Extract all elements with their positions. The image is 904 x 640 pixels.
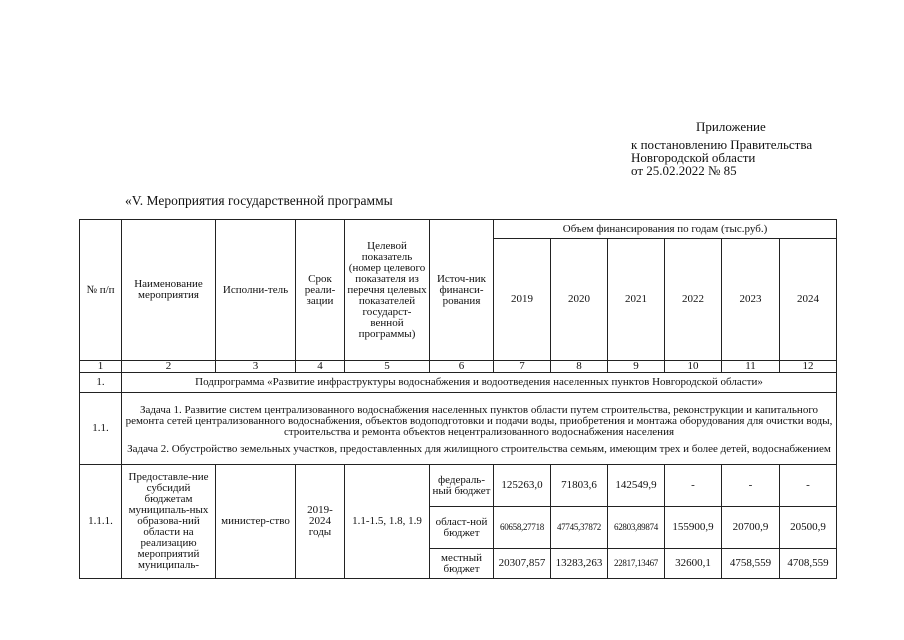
funding-value: 155900,9 — [665, 507, 722, 549]
task-1: Задача 1. Развитие систем централизованного водоснабжения населенных пунктов области путем строительства, реконструкции и капитального ремонта сетей централизованного водоснабжения, объектов водоподготовки и подачи воды, приобретения и монтажа оборудования для очистки воды, строительства и ремонта объектов нецентрализованного водоснабжения населения — [125, 403, 833, 438]
funding-value: 20307,857 — [494, 549, 551, 579]
header-year: 2021 — [608, 239, 665, 361]
header-year: 2022 — [665, 239, 722, 361]
column-number: 4 — [296, 361, 345, 373]
column-number: 10 — [665, 361, 722, 373]
header-year: 2024 — [780, 239, 837, 361]
activity-row-federal — [80, 465, 837, 507]
funding-value: 13283,263 — [551, 549, 608, 579]
header-term: Срок реали-зации — [296, 220, 345, 361]
header-year: 2023 — [722, 239, 780, 361]
activity-term: 2019-2024 годы — [296, 465, 345, 579]
funding-value: 20700,9 — [722, 507, 780, 549]
header-row — [80, 220, 837, 239]
funding-value: - — [722, 465, 780, 507]
subprogram-row — [80, 373, 837, 393]
tasks-row — [80, 393, 837, 465]
funding-value: 20500,9 — [780, 507, 837, 549]
column-numbers-row — [80, 361, 837, 373]
column-number: 12 — [780, 361, 837, 373]
appendix-line-1: к постановлению Правительства — [631, 137, 813, 152]
tasks-num: 1.1. — [80, 393, 122, 465]
appendix-title: Приложение — [696, 119, 766, 134]
column-number: 7 — [494, 361, 551, 373]
activity-executor: министер-ство — [216, 465, 296, 579]
header-year: 2020 — [551, 239, 608, 361]
funding-value: 22817,13467 — [608, 549, 665, 579]
column-number: 5 — [345, 361, 430, 373]
header-year: 2019 — [494, 239, 551, 361]
column-number: 11 — [722, 361, 780, 373]
column-number: 9 — [608, 361, 665, 373]
activities-table — [79, 219, 837, 579]
funding-value: 32600,1 — [665, 549, 722, 579]
column-number: 8 — [551, 361, 608, 373]
column-number: 2 — [122, 361, 216, 373]
funding-value: - — [665, 465, 722, 507]
funding-source: федераль-ный бюджет — [430, 465, 494, 507]
task-2: Задача 2. Обустройство земельных участков, предоставленных для жилищного строительства семьям, имеющим трех и более детей, водоснабжением — [127, 442, 831, 455]
activity-name: Предоставле-ние субсидий бюджетам муниципаль-ных образова-ний области на реализацию мероприятий муниципаль- — [122, 465, 216, 579]
funding-source: област-ной бюджет — [430, 507, 494, 549]
activity-num: 1.1.1. — [80, 465, 122, 579]
funding-value: 47745,37872 — [551, 507, 608, 549]
subprogram-num: 1. — [80, 373, 122, 393]
funding-value: 4708,559 — [780, 549, 837, 579]
funding-value: 125263,0 — [494, 465, 551, 507]
funding-value: 142549,9 — [608, 465, 665, 507]
funding-value: 60658,27718 — [494, 507, 551, 549]
column-number: 1 — [80, 361, 122, 373]
header-num: № п/п — [80, 220, 122, 361]
header-funding: Объем финансирования по годам (тыс.руб.) — [494, 220, 837, 239]
funding-value: 62803,89874 — [608, 507, 665, 549]
header-indicator: Целевой показатель (номер целевого показателя из перечня целевых показателей государст-венной программы) — [345, 220, 430, 361]
header-executor: Исполни-тель — [216, 220, 296, 361]
appendix-line-3: от 25.02.2022 № 85 — [631, 163, 737, 178]
header-name: Наименование мероприятия — [122, 220, 216, 361]
subprogram-text: Подпрограмма «Развитие инфраструктуры водоснабжения и водоотведения населенных пунктов Новгородской области» — [122, 373, 837, 393]
funding-value: 4758,559 — [722, 549, 780, 579]
funding-value: - — [780, 465, 837, 507]
section-title: «V. Мероприятия государственной программы — [125, 193, 393, 208]
appendix-line-2: Новгородской области — [631, 150, 756, 165]
funding-value: 71803,6 — [551, 465, 608, 507]
column-number: 3 — [216, 361, 296, 373]
column-number: 6 — [430, 361, 494, 373]
activity-indicator: 1.1-1.5, 1.8, 1.9 — [345, 465, 430, 579]
header-source: Источ-ник финанси-рования — [430, 220, 494, 361]
funding-source: местный бюджет — [430, 549, 494, 579]
tasks-cell — [122, 393, 837, 465]
